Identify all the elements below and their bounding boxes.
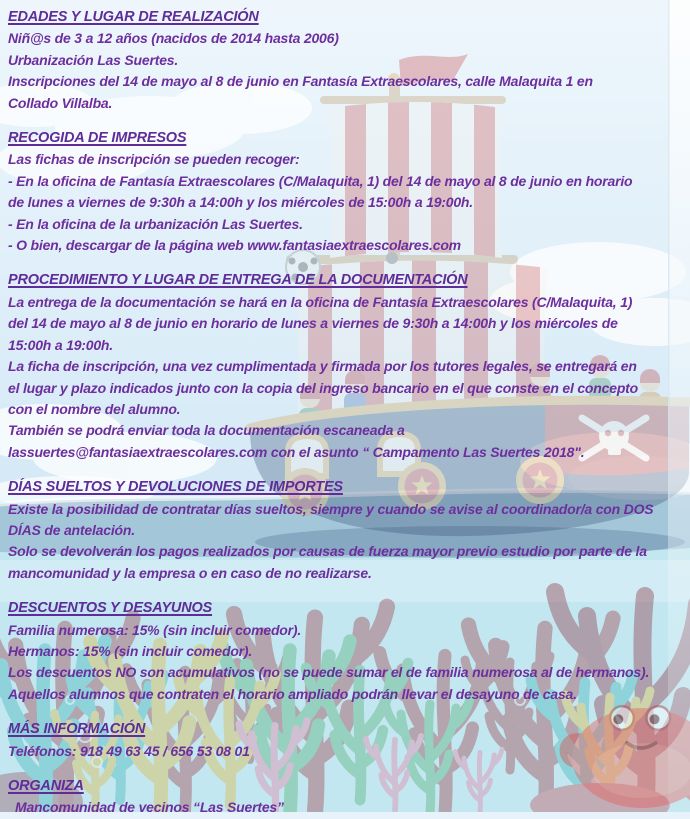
text-line: - En la oficina de Fantasía Extraescolares (C/Malaquita, 1) del 14 de mayo al 8 de junio en horario	[8, 171, 690, 192]
section-descuentos	[8, 598, 690, 705]
text-line: el lugar y plazo indicados junto con la copia del ingreso bancario en el que conste en el concepto	[8, 378, 690, 399]
text-line: Las fichas de inscripción se pueden recoger:	[8, 149, 690, 170]
text-line: Aquellos alumnos que contraten el horario ampliado podrán llevar el desayuno de casa.	[8, 684, 690, 705]
text-line: Mancomunidad de vecinos “Las Suertes”	[8, 797, 690, 818]
text-line: Teléfonos: 918 49 63 45 / 656 53 08 01	[8, 741, 690, 762]
text-line: mancomunidad y la empresa o en caso de no realizarse.	[8, 563, 690, 584]
text-line: - O bien, descargar de la página web www.fantasiaextraescolares.com	[8, 235, 690, 256]
text-line: Collado Villalba.	[8, 93, 690, 114]
text-line: También se podrá enviar toda la documentación escaneada a	[8, 420, 690, 441]
section-heading-organiza: ORGANIZA	[8, 776, 690, 797]
section-heading-procedimiento: PROCEDIMIENTO Y LUGAR DE ENTREGA DE LA DOCUMENTACIÓN	[8, 270, 690, 291]
section-heading-descuentos: DESCUENTOS Y DESAYUNOS	[8, 598, 690, 619]
section-recogida	[8, 128, 690, 256]
text-line: La entrega de la documentación se hará en la oficina de Fantasía Extraescolares (C/Malaquita, 1)	[8, 292, 690, 313]
section-dias-sueltos	[8, 477, 690, 584]
text-line: de lunes a viernes de 9:30h a 14:00h y los miércoles de 15:00h a 19:00h.	[8, 192, 690, 213]
text-line: DÍAS de antelación.	[8, 520, 690, 541]
text-line: con el nombre del alumno.	[8, 399, 690, 420]
text-line: Urbanización Las Suertes.	[8, 50, 690, 71]
text-line: Hermanos: 15% (sin incluir comedor).	[8, 641, 690, 662]
text-line: Solo se devolverán los pagos realizados por causas de fuerza mayor previo estudio por parte de la	[8, 541, 690, 562]
text-line: Inscripciones del 14 de mayo al 8 de junio en Fantasía Extraescolares, calle Malaquita 1 en	[8, 71, 690, 92]
text-line: del 14 de mayo al 8 de junio en horario de lunes a viernes de 9:30h a 14:00h y los miércoles de	[8, 313, 690, 334]
section-heading-recogida: RECOGIDA DE IMPRESOS	[8, 128, 690, 149]
section-procedimiento	[8, 270, 690, 463]
section-heading-dias-sueltos: DÍAS SUELTOS Y DEVOLUCIONES DE IMPORTES	[8, 477, 690, 498]
section-organiza	[8, 776, 690, 819]
text-line: - En la oficina de la urbanización Las Suertes.	[8, 214, 690, 235]
text-line: Familia numerosa: 15% (sin incluir comedor).	[8, 620, 690, 641]
text-line: lassuertes@fantasiaextraescolares.com con el asunto “ Campamento Las Suertes 2018".	[8, 442, 690, 463]
section-edades	[8, 7, 690, 114]
text-line: Niñ@s de 3 a 12 años (nacidos de 2014 hasta 2006)	[8, 28, 690, 49]
section-heading-mas-informacion: MÁS INFORMACIÓN	[8, 719, 690, 740]
text-line: 15:00h a 19:00h.	[8, 335, 690, 356]
section-mas-informacion	[8, 719, 690, 762]
text-line: Existe la posibilidad de contratar días sueltos, siempre y cuando se avise al coordinador/a con DOS	[8, 499, 690, 520]
text-line: Los descuentos NO son acumulativos (no se puede sumar el de familia numerosa al de hermanos).	[8, 662, 690, 683]
text-line: La ficha de inscripción, una vez cumplimentada y firmada por los tutores legales, se entregará en	[8, 356, 690, 377]
section-heading-edades: EDADES Y LUGAR DE REALIZACIÓN	[8, 7, 690, 28]
